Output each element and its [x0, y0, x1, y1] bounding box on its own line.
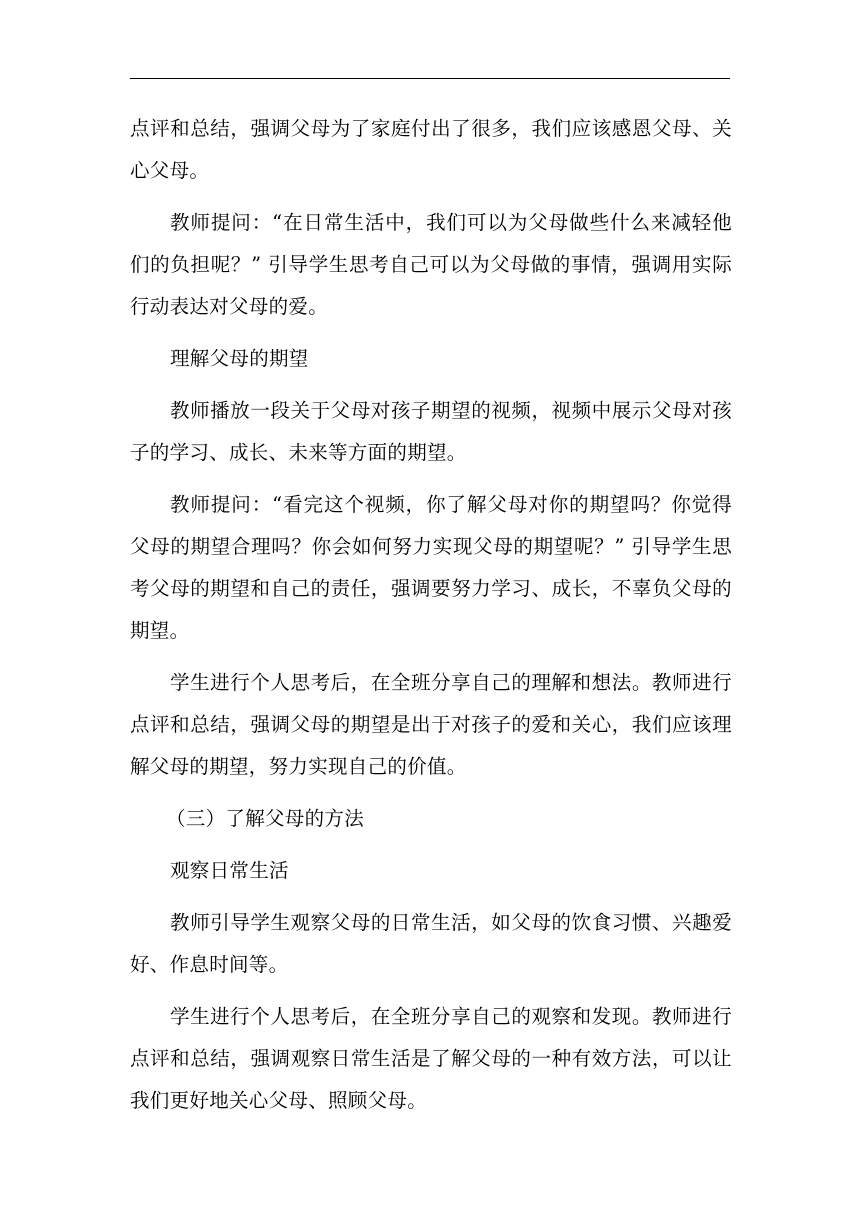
paragraph-teacher-question-2: 教师提问：“看完这个视频，你了解父母对你的期望吗？你觉得父母的期望合理吗？你会如何努力实现父母的期望呢？” 引导学生思考父母的期望和自己的责任，强调要努力学习、成长，不辜负父母的期望。 [130, 493, 732, 642]
section-heading-methods: （三）了解父母的方法 [166, 807, 365, 830]
paragraph-teacher-question: 教师提问：“在日常生活中，我们可以为父母做些什么来减轻他们的负担呢？” 引导学生思考自己可以为父母做的事情，强调用实际行动表达对父母的爱。 [130, 211, 732, 318]
document-body [130, 108, 732, 1122]
paragraph-continued: 点评和总结，强调父母为了家庭付出了很多，我们应该感恩父母、关心父母。 [130, 117, 732, 182]
paragraph-student-share-2: 学生进行个人思考后，在全班分享自己的观察和发现。教师进行点评和总结，强调观察日常生活是了解父母的一种有效方法，可以让我们更好地关心父母、照顾父母。 [130, 1005, 732, 1112]
header-rule [130, 78, 730, 79]
section-heading-expectations: 理解父母的期望 [170, 347, 309, 370]
paragraph-video: 教师播放一段关于父母对孩子期望的视频，视频中展示父母对孩子的学习、成长、未来等方面的期望。 [130, 399, 732, 464]
subheading-observe-daily-life: 观察日常生活 [170, 859, 289, 882]
paragraph-student-share: 学生进行个人思考后，在全班分享自己的理解和想法。教师进行点评和总结，强调父母的期望是出于对孩子的爱和关心，我们应该理解父母的期望，努力实现自己的价值。 [130, 671, 732, 778]
paragraph-observe: 教师引导学生观察父母的日常生活，如父母的饮食习惯、兴趣爱好、作息时间等。 [130, 911, 732, 976]
